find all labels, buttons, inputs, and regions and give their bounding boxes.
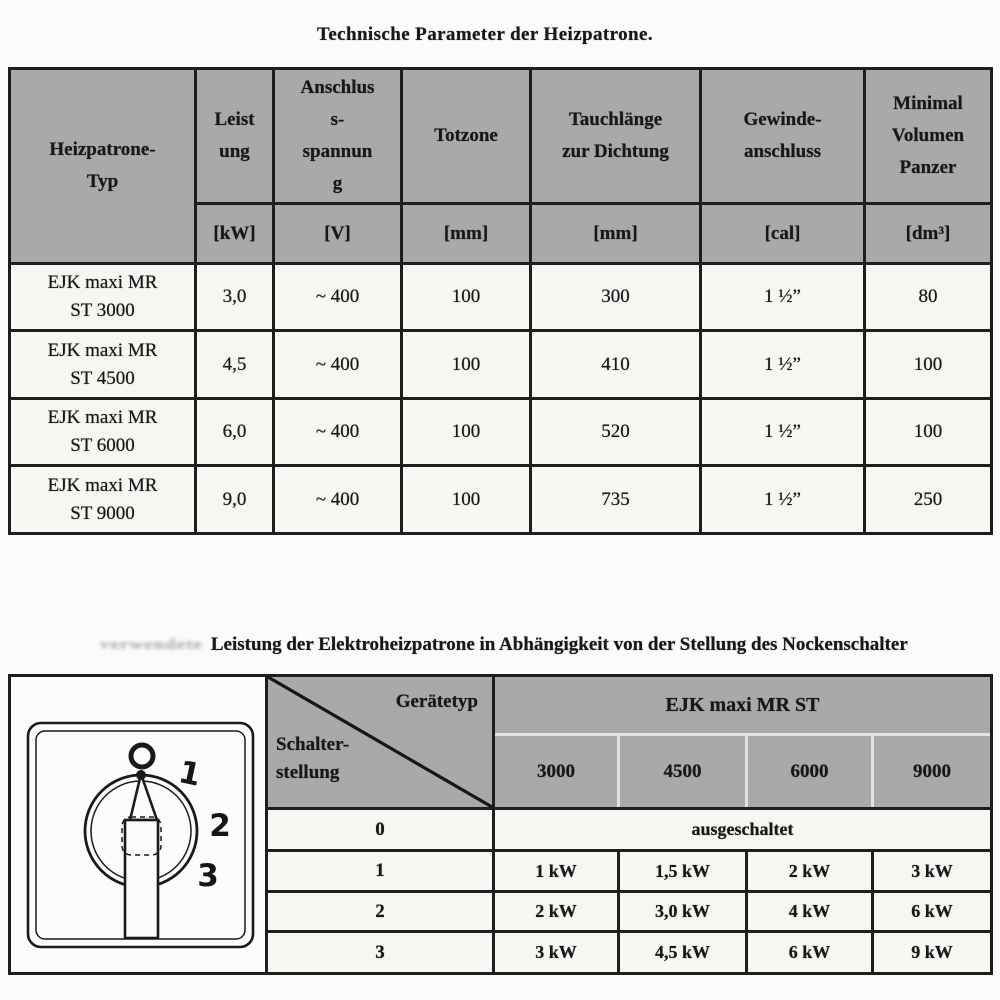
t1-value-cell: 1 ½” [702,265,863,329]
t1-header-cell [403,70,529,202]
t2-model-cell: 6000 [748,736,871,807]
t1-value-cell: ~ 400 [275,467,400,532]
t2-model-cell: 4500 [620,736,745,807]
t2-model-cell: 9000 [874,736,990,807]
t1-header-line: Panzer [899,157,957,178]
t1-type-line: EJK maxi MR [47,272,158,293]
corner-label-line: stellung [276,762,340,783]
t1-header-line: Anschlus [300,77,375,98]
t1-type-line: EJK maxi MR [47,407,158,428]
t1-header-cell [532,70,699,202]
t1-header-line: Gewinde- [743,109,822,130]
t2-position-cell: 1 [268,852,492,890]
corner-label-schalterstellung [276,731,349,787]
t1-value-cell: 4,5 [197,332,272,397]
t1-header-heizpatrone-typ [11,70,194,262]
t1-header-line: ung [219,141,250,162]
pointer-apex-dot [136,770,146,780]
t1-unit-cell: [dm³] [866,205,990,262]
technical-parameters-table [8,67,993,535]
diagonal-header-cell [268,677,492,807]
t1-type-line: EJK maxi MR [47,339,158,361]
header-divider-line [617,736,620,807]
t1-header-line: Minimal [893,93,963,114]
t1-value-cell: ~ 400 [275,400,400,464]
t1-value-cell: 9,0 [197,467,272,532]
t1-value-cell: 735 [532,467,699,532]
t1-header-cell [702,70,863,202]
t1-value-cell: 520 [532,400,699,464]
t2-group-header: EJK maxi MR ST [495,677,990,733]
section-title-text: Leistung der Elektroheizpatrone in Abhängigkeit von der Stellung des Nockenschalter [210,634,908,655]
switch-position-power-table [8,674,993,975]
t1-value-cell: 300 [532,265,699,329]
t1-header-line: s- [330,109,345,130]
t2-position-cell: 3 [268,933,492,972]
corner-label-line: Schalter- [276,734,350,755]
header-divider-line [871,736,874,807]
t2-value-cell: 3,0 kW [620,893,745,930]
t1-header-cell [275,70,400,202]
corner-label-geraetetyp: Gerätetyp [395,691,478,712]
t2-value-cell: 2 kW [495,893,617,930]
t2-value-cell: 1,5 kW [620,852,745,890]
rotary-switch-illustration [11,677,265,972]
t2-value-cell: 3 kW [874,852,990,890]
rotary-switch-diagram [11,677,265,972]
t1-row-type [11,332,194,397]
t1-value-cell: 3,0 [197,265,272,329]
t1-header-line: g [332,173,343,194]
position-3-label: 3 [197,858,219,894]
t1-header-line: Typ [86,171,119,192]
t1-value-cell: 100 [403,467,529,532]
t1-type-line: EJK maxi MR [47,474,158,496]
header-divider-line [745,736,748,807]
t1-value-cell: 80 [866,265,990,329]
t1-value-cell: ~ 400 [275,332,400,397]
t2-position-cell: 2 [268,893,492,930]
t2-model-cell: 3000 [495,736,617,807]
t1-unit-cell: [cal] [702,205,863,262]
t2-value-cell: 1 kW [495,852,617,890]
t1-unit-cell: [mm] [532,205,699,262]
switch-handle-grip [125,820,158,938]
t2-value-cell: 9 kW [874,933,990,972]
illegible-smudge: verwendete [100,636,203,653]
t1-value-cell: 100 [403,332,529,397]
t1-header-cell [866,70,990,202]
t2-value-cell: 2 kW [748,852,871,890]
t1-header-line: spannun [302,141,373,162]
t1-header-cell [197,70,272,202]
t1-header-line: Totzone [434,125,498,146]
t1-unit-cell: [V] [275,205,400,262]
page-title: Technische Parameter der Heizpatrone. [317,24,653,45]
t1-value-cell: 6,0 [197,400,272,464]
t1-type-line: ST 6000 [70,435,135,456]
t1-type-line: ST 3000 [70,300,135,321]
t1-row-type [11,265,194,329]
t1-type-line: ST 9000 [70,502,135,524]
t2-span-value-cell: ausgeschaltet [495,810,990,849]
t1-header-line: Heizpatrone- [49,139,156,160]
t1-row-type [11,467,194,532]
header-divider-line [495,733,990,736]
t1-header-line: zur Dichtung [562,141,669,162]
t2-value-cell: 4 kW [748,893,871,930]
t1-type-line: ST 4500 [70,367,135,389]
t2-value-cell: 3 kW [495,933,617,972]
t1-value-cell: 1 ½” [702,467,863,532]
t1-unit-cell: [kW] [197,205,272,262]
position-0-ring [131,745,153,767]
t2-value-cell: 6 kW [748,933,871,972]
t1-header-line: Leist [214,109,255,130]
t1-value-cell: 250 [866,467,990,532]
t1-value-cell: ~ 400 [275,265,400,329]
t2-value-cell: 6 kW [874,893,990,930]
position-2-label: 2 [209,808,231,844]
t1-header-line: anschluss [743,141,822,162]
t1-header-line: Tauchlänge [568,109,663,130]
t1-value-cell: 100 [866,332,990,397]
section-title [0,634,1000,664]
t1-value-cell: 1 ½” [702,400,863,464]
position-1-label: 1 [175,754,205,794]
t2-position-cell: 0 [268,810,492,849]
t1-header-line: Volumen [891,125,965,146]
t1-value-cell: 100 [403,400,529,464]
t1-value-cell: 100 [403,265,529,329]
t1-row-type [11,400,194,464]
t2-value-cell: 4,5 kW [620,933,745,972]
t1-value-cell: 1 ½” [702,332,863,397]
t1-value-cell: 410 [532,332,699,397]
t1-value-cell: 100 [866,400,990,464]
t1-unit-cell: [mm] [403,205,529,262]
